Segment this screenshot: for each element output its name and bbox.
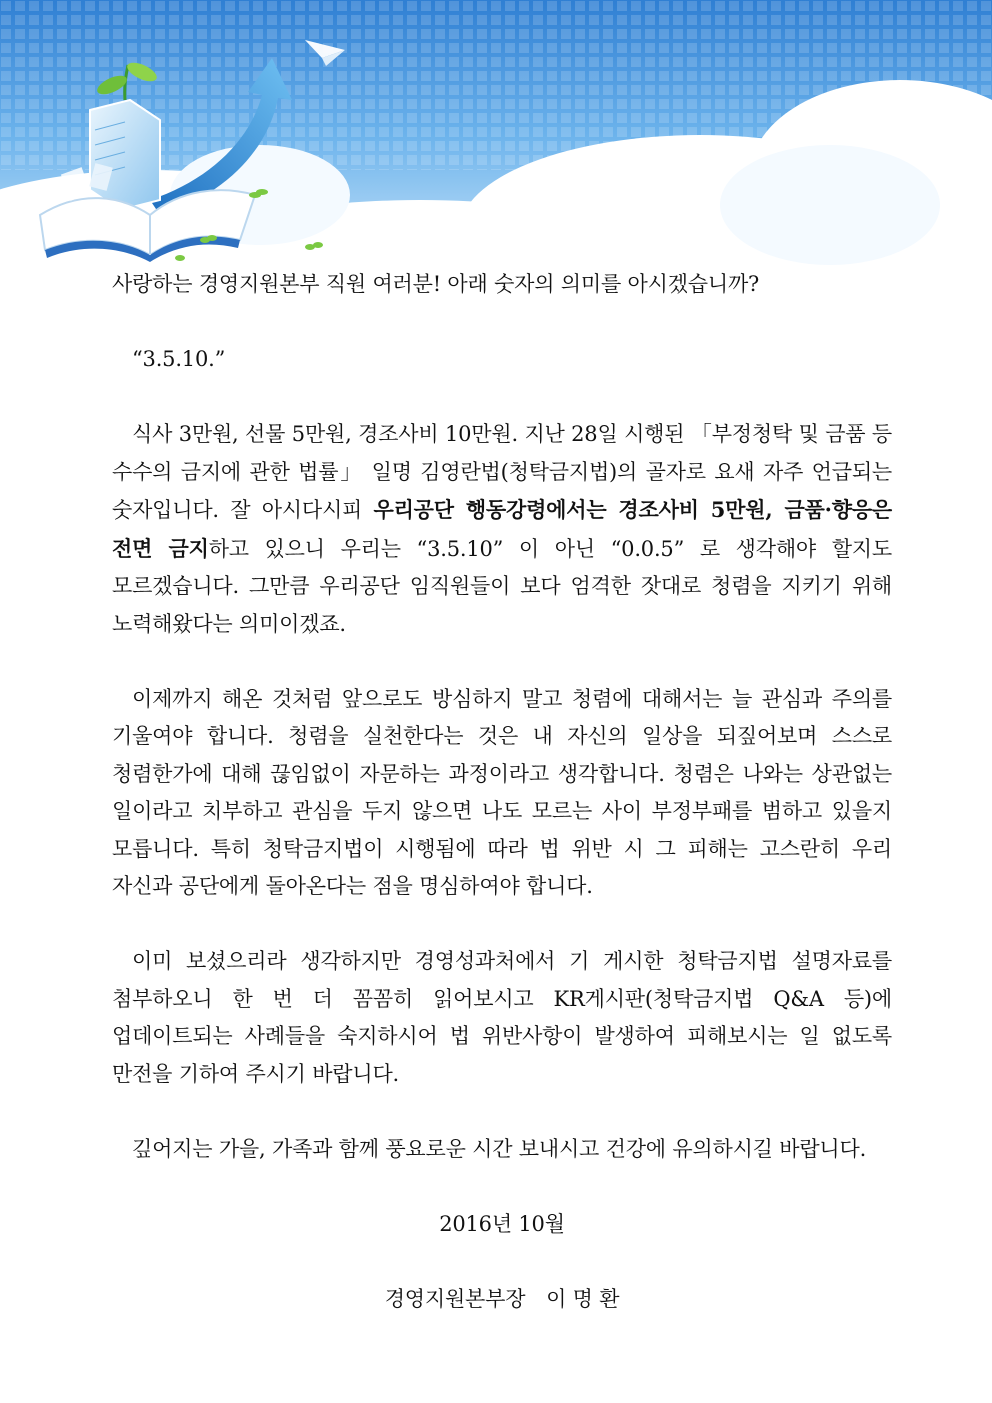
letter-date: 2016년 10월 (439, 1211, 565, 1236)
letter-signature: 경영지원본부장 이 명 환 (384, 1286, 620, 1311)
spacer (112, 304, 892, 342)
paragraph-closing: 깊어지는 가을, 가족과 함께 풍요로운 시간 보내시고 건강에 유의하시길 바랍니다. (132, 1136, 867, 1161)
spacer (112, 1243, 892, 1281)
sky-clouds-illustration (0, 0, 992, 300)
letter-body (112, 266, 892, 1318)
para1-text-b: 하고 있으니 우리는 “3.5.10” 이 아닌 “0.0.5” 로 생각해야 할지도 모르겠습니다. 그만큼 우리공단 임직원들이 보다 엄격한 잣대로 청렴을 지키기 위해 노력해왔다는 의미이겠죠. (112, 536, 892, 636)
greeting-line: 사랑하는 경영지원본부 직원 여러분! 아래 숫자의 의미를 아시겠습니까? (112, 272, 760, 296)
paragraph-materials: 이미 보셨으리라 생각하지만 경영성과처에서 기 게시한 청탁금지법 설명자료를 첨부하오니 한 번 더 꼼꼼히 읽어보시고 KR게시판(청탁금지법 Q&A 등)에 업데이트되는 사례들을 숙지하시어 법 위반사항이 발생하여 피해보시는 일 없도록 만전을 기하여 주시기 바랍니다. (112, 949, 892, 1086)
spacer (112, 643, 892, 681)
paragraph-law-explanation (112, 416, 892, 643)
spacer (112, 906, 892, 944)
paragraph-integrity: 이제까지 해온 것처럼 앞으로도 방심하지 말고 청렴에 대해서는 늘 관심과 주의를 기울여야 합니다. 청렴을 실천한다는 것은 내 자신의 일상을 되짚어보며 스스로 청렴한가에 대해 끊임없이 자문하는 과정이라고 생각합니다. 청렴은 나와는 상관없는 일이라고 치부하고 관심을 두지 않으면 나도 모르는 사이 부정부패를 범하고 있을지 모릅니다. 특히 청탁금지법이 시행됨에 따라 법 위반 시 그 피해는 고스란히 우리 자신과 공단에게 돌아온다는 점을 명심하여야 합니다. (112, 686, 892, 898)
para1-bold-code-of-conduct: 우리공단 행동강령에서는 경조사비 5만원, 금품·향응은 전면 금지 (112, 497, 892, 561)
quote-numbers: “3.5.10.” (132, 347, 226, 371)
spacer (112, 1168, 892, 1206)
para1-text-a: 식사 3만원, 선물 5만원, 경조사비 10만원. 지난 28일 시행된 「부정청탁 및 금품 등 수수의 금지에 관한 법률」 일명 김영란법(청탁금지법)의 골자로 요새 자주 언급되는 숫자입니다. 잘 아시다시피 (112, 422, 892, 522)
spacer (112, 1093, 892, 1131)
header-banner (0, 0, 992, 300)
spacer (112, 379, 892, 417)
